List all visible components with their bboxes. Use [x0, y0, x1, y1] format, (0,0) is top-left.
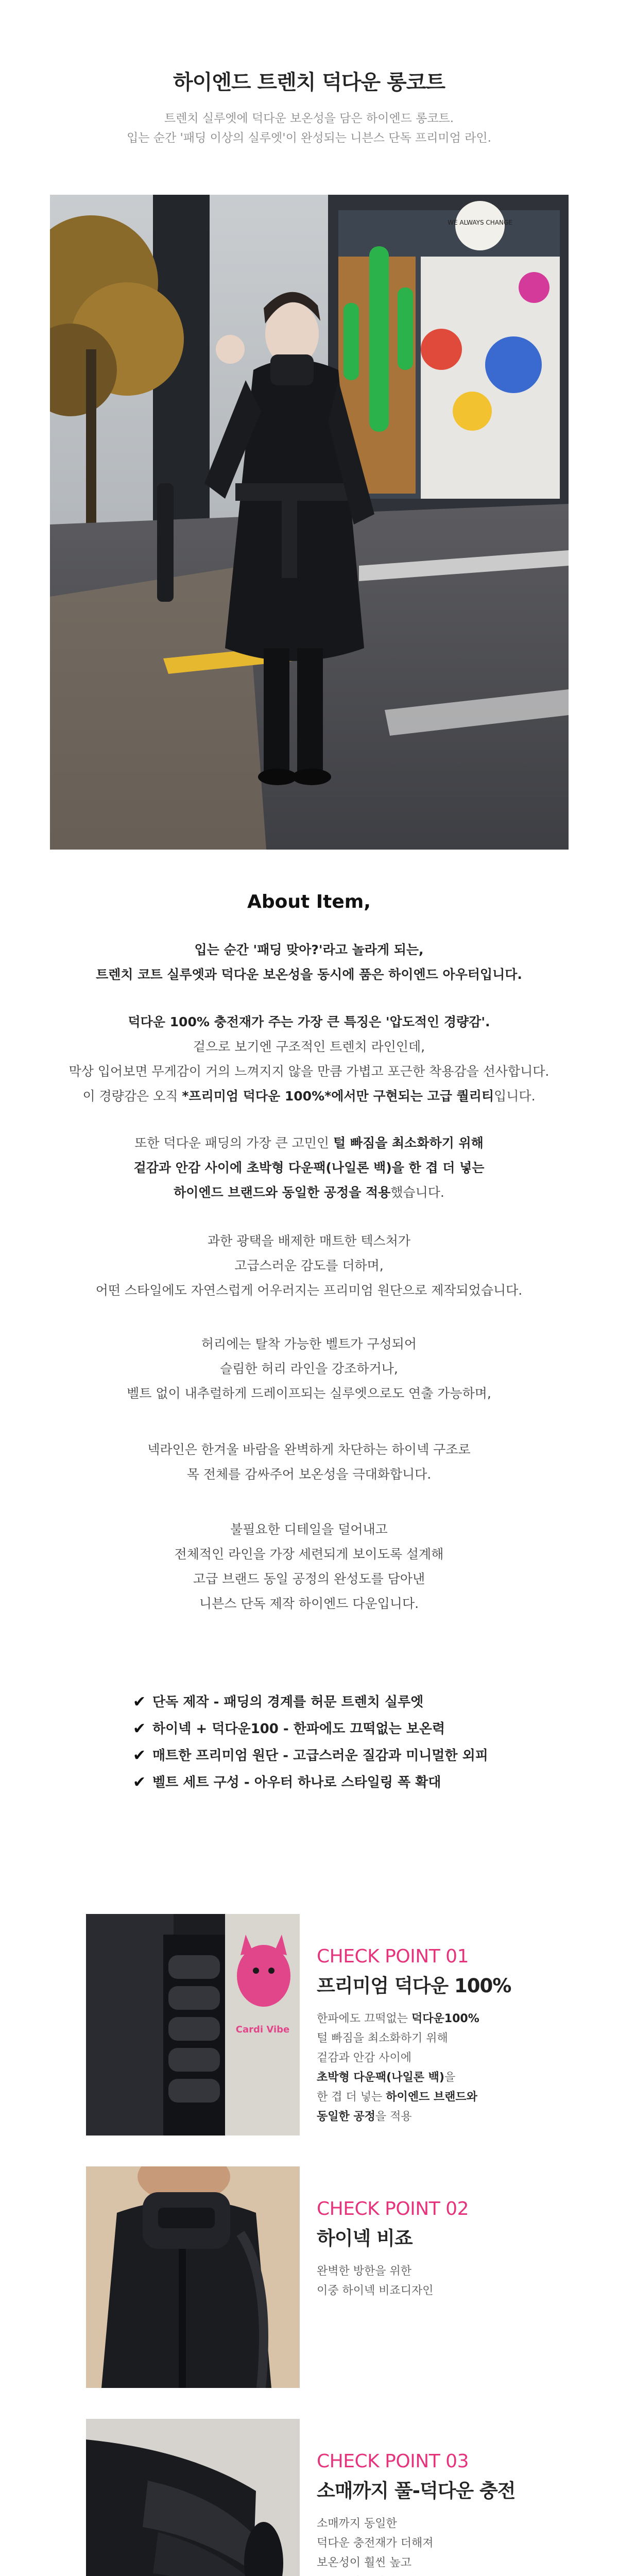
- subtitle-line-1: 트렌치 실루엣에 덕다운 보온성을 담은 하이엔드 롱코트.: [164, 112, 454, 125]
- checkpoint-01-kicker: CHECK POINT 01: [317, 1946, 469, 1967]
- cp01-l4-bold: 초박형 다운팩(나일론 백): [317, 2071, 444, 2084]
- about-p2-line-4: [0, 1084, 618, 1109]
- about-p1-line-2: 트렌치 코트 실루엣과 덕다운 보온성을 동시에 품은 하이엔드 아우터입니다.: [96, 967, 522, 982]
- checkpoint-03-text: [317, 2451, 559, 2576]
- about-paragraph-4: [0, 1229, 618, 1303]
- about-p7-line-2: 전체적인 라인을 가장 세련되게 보이도록 설계해: [174, 1547, 444, 1562]
- hero-illustration: [50, 195, 569, 850]
- checkpoint-03-kicker: CHECK POINT 03: [317, 2451, 469, 2472]
- about-paragraph-6: [0, 1437, 618, 1487]
- cp02-line-2: 이중 하이넥 비죠디자인: [317, 2284, 434, 2297]
- about-paragraph-5: [0, 1332, 618, 1406]
- cp01-l6-post: 을 적용: [375, 2110, 412, 2123]
- checklist-item: [133, 1769, 488, 1796]
- check-icon: ✔: [133, 1747, 146, 1765]
- about-p2-l4-pre: 이 경량감은 오직: [82, 1089, 182, 1104]
- checkpoint-02-kicker: CHECK POINT 02: [317, 2198, 469, 2219]
- about-p2-bold: 덕다운 100% 충전재가 주는 가장 큰 특징은 '압도적인 경량감'.: [128, 1014, 490, 1029]
- about-p2-line-3: 막상 입어보면 무게감이 거의 느껴지지 않을 만큼 가볍고 포근한 착용감을 선사합니다.: [68, 1064, 550, 1079]
- page-title: 하이엔드 트렌치 덕다운 롱코트: [173, 71, 445, 94]
- cp01-l4-post: 을: [444, 2071, 456, 2084]
- check-icon: ✔: [133, 1773, 146, 1791]
- cp01-l1-bold: 덕다운100%: [411, 2012, 479, 2025]
- cp01-l6-bold: 동일한 공정: [317, 2110, 375, 2123]
- feature-checklist: [133, 1689, 488, 1796]
- check-icon: ✔: [133, 1693, 146, 1711]
- down-lining-illustration: [86, 1914, 300, 2136]
- about-p7-line-3: 고급 브랜드 동일 공정의 완성도를 담아낸: [193, 1571, 425, 1586]
- about-p3-line-1: [0, 1131, 618, 1156]
- subtitle-line-2: 입는 순간 '패딩 이상의 실루엣'이 완성되는 니븐스 단독 프리미엄 라인.: [127, 131, 491, 145]
- cp02-line-1: 완벽한 방한을 위한: [317, 2265, 412, 2278]
- cp01-line-3: 겉감과 안감 사이에: [317, 2052, 412, 2064]
- checklist-item-label: 벨트 세트 구성 - 아우터 하나로 스타일링 폭 확대: [152, 1775, 441, 1790]
- sleeve-illustration: [86, 2419, 300, 2576]
- about-paragraph-7: [0, 1517, 618, 1616]
- about-p3-l3-post: 했습니다.: [390, 1185, 444, 1200]
- checkpoint-03: [86, 2419, 570, 2576]
- cp01-line-4: [317, 2068, 559, 2088]
- checklist-item-label: 하이넥 + 덕다운100 - 한파에도 끄떡없는 보온력: [152, 1721, 445, 1737]
- about-p3-line-3: [0, 1180, 618, 1205]
- cp03-line-3: 보온성이 훨씬 높고: [317, 2556, 412, 2569]
- about-p2-l4-post: 입니다.: [494, 1089, 536, 1104]
- checkpoint-01-photo: [86, 1914, 300, 2136]
- checkpoint-01-desc: [317, 2009, 559, 2127]
- checkpoint-02-desc: [317, 2262, 559, 2301]
- checkpoint-01-text: [317, 1946, 559, 2127]
- checklist-item-label: 단독 제작 - 패딩의 경계를 허문 트렌치 실루엣: [152, 1694, 424, 1710]
- about-paragraph-2: [0, 1010, 618, 1109]
- about-p6-line-2: 목 전체를 감싸주어 보온성을 극대화합니다.: [186, 1467, 432, 1482]
- checkpoint-02: [86, 2166, 570, 2388]
- check-icon: ✔: [133, 1720, 146, 1738]
- cp01-line-6: [317, 2107, 559, 2127]
- about-p5-line-1: 허리에는 탈착 가능한 벨트가 구성되어: [201, 1336, 417, 1351]
- checkpoint-03-desc: [317, 2514, 559, 2576]
- about-p3-l1-bold: 털 빠짐을 최소화하기 위해: [333, 1136, 484, 1150]
- about-p4-line-3: 어떤 스타일에도 자연스럽게 어우러지는 프리미엄 원단으로 제작되었습니다.: [95, 1283, 523, 1298]
- checklist-item: [133, 1689, 488, 1716]
- high-neck-illustration: [86, 2166, 300, 2388]
- about-p7-line-4: 니븐스 단독 제작 하이엔드 다운입니다.: [199, 1596, 419, 1611]
- checkpoint-03-title: 소매까지 풀-덕다운 충전: [317, 2480, 516, 2502]
- about-p5-line-3: 벨트 없이 내추럴하게 드레이프되는 실루엣으로도 연출 가능하며,: [127, 1386, 491, 1401]
- checkpoint-02-text: [317, 2198, 559, 2301]
- cp03-line-2: 덕다운 충전재가 더해져: [317, 2537, 434, 2550]
- checklist-item: [133, 1716, 488, 1742]
- about-p6-line-1: 넥라인은 한겨울 바람을 완벽하게 차단하는 하이넥 구조로: [147, 1442, 471, 1457]
- cp01-l5-bold: 하이엔드 브랜드와: [386, 2091, 477, 2104]
- checklist-item-label: 매트한 프리미엄 원단 - 고급스러운 질감과 미니멀한 외피: [152, 1748, 488, 1764]
- about-paragraph-3: [0, 1131, 618, 1205]
- cp01-line-1: [317, 2009, 559, 2029]
- sign-text: WE ALWAYS CHANGE: [448, 219, 512, 226]
- about-p3-l3-bold: 하이엔드 브랜드와 동일한 공정을 적용: [174, 1185, 391, 1200]
- about-p5-line-2: 슬림한 허리 라인을 강조하거나,: [220, 1361, 398, 1376]
- cp03-line-1: 소매까지 동일한: [317, 2517, 397, 2530]
- cp01-l1-pre: 한파에도 끄떡없는: [317, 2012, 412, 2025]
- about-p4-line-1: 과한 광택을 배제한 매트한 텍스처가: [207, 1233, 411, 1248]
- about-p7-line-1: 불필요한 디테일을 덜어내고: [230, 1522, 388, 1537]
- about-p2-line-2: 겉으로 보기엔 구조적인 트렌치 라인인데,: [193, 1039, 425, 1054]
- about-p4-line-2: 고급스러운 감도를 더하며,: [234, 1258, 384, 1273]
- about-p3-l1-pre: 또한 덕다운 패딩의 가장 큰 고민인: [134, 1136, 334, 1150]
- cp01-line-2: 털 빠짐을 최소화하기 위해: [317, 2032, 448, 2045]
- checkpoint-02-title: 하이넥 비죠: [317, 2227, 413, 2249]
- about-title: About Item,: [247, 891, 371, 912]
- checkpoint-03-photo: [86, 2419, 300, 2576]
- graphic-tee-text: Cardi Vibe: [235, 2024, 290, 2035]
- about-paragraph-1: [0, 938, 618, 987]
- cp01-line-5: [317, 2088, 559, 2107]
- cp01-l5-pre: 한 겹 더 넣는: [317, 2091, 386, 2104]
- checklist-item: [133, 1742, 488, 1769]
- about-p2-l4-bold: *프리미엄 덕다운 100%*에서만 구현되는 고급 퀄리티: [182, 1089, 494, 1104]
- cp03-line-4: [317, 2573, 559, 2576]
- about-p1-line-1: 입는 순간 '패딩 맞아?'라고 놀라게 되는,: [194, 942, 424, 957]
- hero-photo: [50, 195, 569, 850]
- checkpoint-02-photo: [86, 2166, 300, 2388]
- about-p3-line-2: 겉감과 안감 사이에 초박형 다운팩(나일론 백)을 한 겹 더 넣는: [133, 1160, 485, 1175]
- checkpoint-01: [86, 1914, 570, 2136]
- page-header: [0, 66, 618, 148]
- checkpoint-01-title: 프리미엄 덕다운 100%: [317, 1975, 511, 1997]
